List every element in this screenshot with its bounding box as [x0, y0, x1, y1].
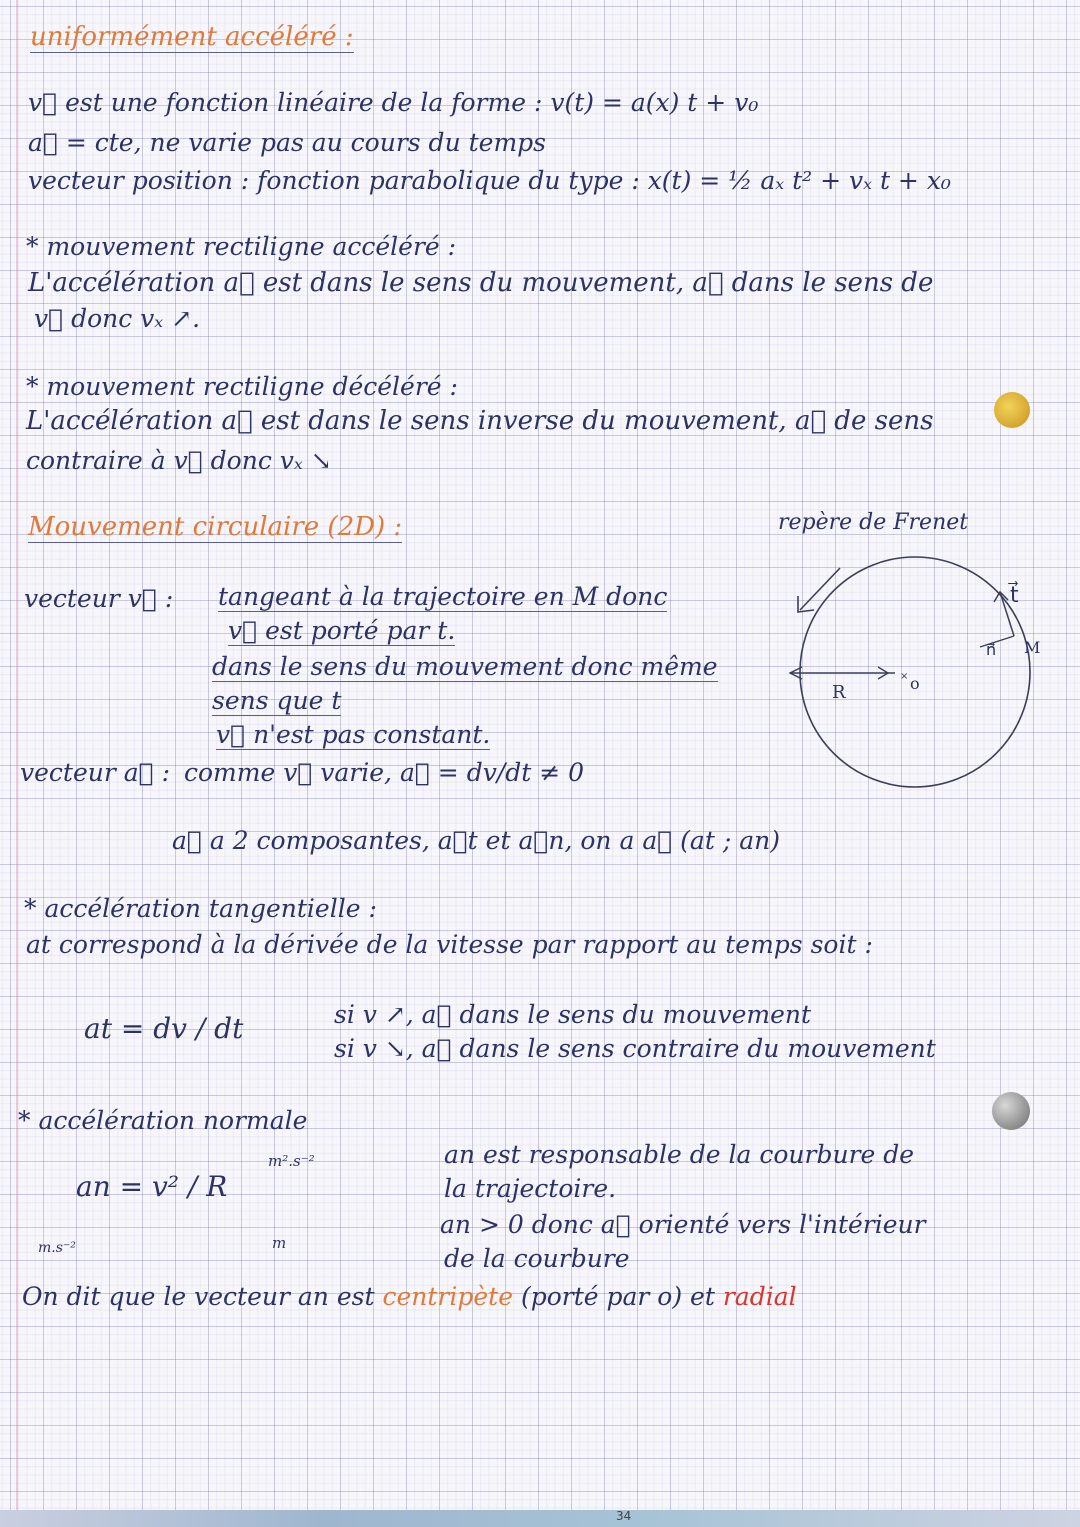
normal-expl-1: an est responsable de la courbure de [444, 1140, 915, 1169]
frenet-title: repère de Frenet [778, 510, 969, 535]
tangential-title: * accélération tangentielle : [24, 894, 377, 923]
final-part-1: On dit que le vecteur an est [22, 1282, 375, 1311]
tangential-condition-2: si v ↘, a⃗ dans le sens contraire du mouvement [334, 1034, 936, 1063]
tangential-formula: at = dv / dt [84, 1012, 244, 1045]
a-line-2: a⃗ a 2 composantes, a⃗t et a⃗n, on a a⃗ (at ; an) [172, 826, 780, 855]
a-label: vecteur a⃗ : [20, 758, 171, 787]
v-line-4: sens que t [212, 686, 342, 715]
normal-expl-4: de la courbure [444, 1244, 630, 1273]
final-radial: radial [722, 1282, 797, 1311]
bottom-strip [0, 1510, 1080, 1527]
tangential-line-1: at correspond à la dérivée de la vitesse par rapport au temps soit : [26, 930, 873, 959]
final-centripete: centripète [382, 1282, 513, 1311]
tangential-condition-1: si v ↗, a⃗ dans le sens du mouvement [334, 1000, 812, 1029]
final-sentence [22, 1282, 797, 1311]
frenet-o-label: o [910, 674, 920, 693]
line-linear-function: v⃗ est une fonction linéaire de la forme : v(t) = a(x) t + v₀ [28, 88, 759, 117]
decelerated-title: * mouvement rectiligne décéléré : [26, 372, 458, 401]
frenet-t-label: t⃗ [1010, 583, 1019, 608]
frenet-r-label: R [832, 682, 846, 703]
center-mark: × [900, 671, 909, 682]
accelerated-title: * mouvement rectiligne accéléré : [26, 232, 457, 261]
line-acceleration-constant: a⃗ = cte, ne varie pas au cours du temps [28, 128, 546, 157]
normal-expl-2: la trajectoire. [444, 1174, 617, 1203]
v-line-5: v⃗ n'est pas constant. [216, 720, 491, 749]
trajectory-circle [800, 557, 1030, 787]
accelerated-line-1: L'accélération a⃗ est dans le sens du mouvement, a⃗ dans le sens de [28, 268, 934, 298]
normal-unit-r: m [272, 1234, 287, 1252]
heading-uniform: uniformément accéléré : [30, 22, 354, 52]
frenet-n-label: n⃗ [986, 640, 997, 659]
sticker-icon [994, 392, 1030, 428]
accelerated-line-2: v⃗ donc vₓ ↗. [34, 304, 201, 333]
decelerated-line-2: contraire à v⃗ donc vₓ ↘ [26, 446, 332, 475]
sticker-grey-icon [992, 1092, 1030, 1130]
motion-arrow [800, 568, 840, 610]
final-part-2: (porté par o) et [520, 1282, 715, 1311]
normal-unit-left: m.s⁻² [38, 1240, 76, 1256]
normal-unit-top: m².s⁻² [268, 1152, 315, 1170]
margin-line [16, 0, 18, 1527]
normal-title: * accélération normale [18, 1106, 308, 1135]
circular-heading: Mouvement circulaire (2D) : [28, 512, 403, 542]
decelerated-line-1: L'accélération a⃗ est dans le sens inverse du mouvement, a⃗ de sens [26, 406, 934, 436]
v-line-1: tangeant à la trajectoire en M donc [218, 582, 668, 611]
frenet-m-label: M [1024, 638, 1041, 657]
line-position-vector: vecteur position : fonction parabolique du type : x(t) = ½ aₓ t² + vₓ t + x₀ [28, 166, 951, 195]
normal-formula: an = v² / R [76, 1170, 228, 1203]
a-line-1: comme v⃗ varie, a⃗ = dv/dt ≠ 0 [184, 758, 585, 787]
page-number: 34 [616, 1509, 632, 1523]
frenet-diagram [760, 540, 1060, 800]
normal-expl-3: an > 0 donc a⃗ orienté vers l'intérieur [440, 1210, 926, 1239]
v-label: vecteur v⃗ : [24, 584, 174, 613]
v-line-3: dans le sens du mouvement donc même [212, 652, 718, 681]
v-line-2: v⃗ est porté par t. [228, 616, 456, 645]
